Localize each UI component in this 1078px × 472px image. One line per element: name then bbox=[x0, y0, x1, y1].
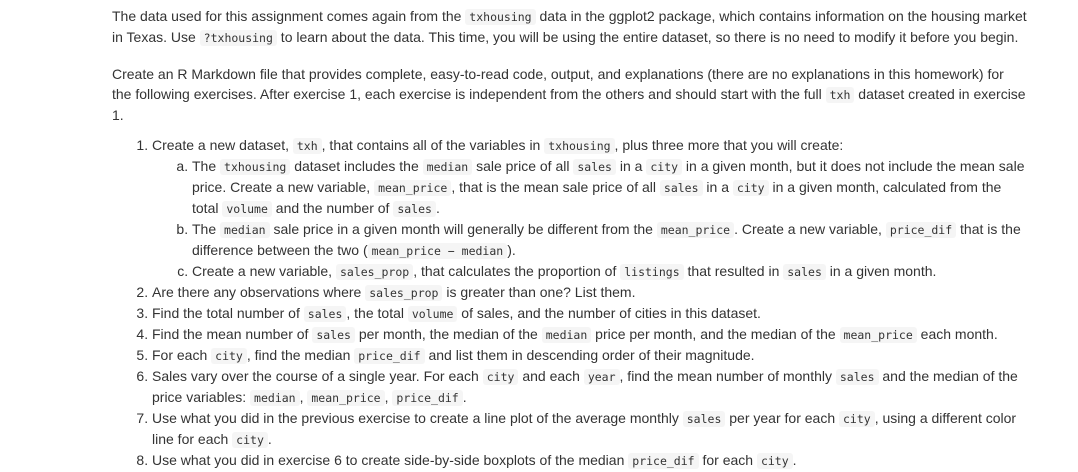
exercise-item-3: 3. Find the total number of sales , the total volume of sales, and the number of cities in this dataset. bbox=[152, 303, 1027, 324]
exercise-item-8: 8. Use what you did in exercise 6 to create side-by-side boxplots of the median price_dif for each city . bbox=[152, 450, 1027, 471]
inline-code: sales bbox=[573, 159, 616, 175]
inline-code: mean_price bbox=[307, 390, 384, 406]
inline-code: sales bbox=[660, 180, 703, 196]
exercise-1-sublist bbox=[152, 156, 1027, 282]
inline-code: sales_prop bbox=[365, 285, 442, 301]
exercise-subitem-b: b. The median sale price in a given month will generally be different from the mean_price . Create a new variable, price_dif that is the difference between the two ( mean_price − median ). bbox=[192, 219, 1027, 261]
inline-code: sales bbox=[683, 411, 726, 427]
inline-code: txhousing bbox=[465, 9, 535, 25]
inline-code: median bbox=[423, 159, 473, 175]
inline-code: volume bbox=[408, 306, 458, 322]
inline-code: mean_price bbox=[374, 180, 451, 196]
exercise-item-7: 7. Use what you did in the previous exercise to create a line plot of the average monthly sales per year for each city , using a different color line for each city . bbox=[152, 408, 1027, 450]
inline-code: sales bbox=[393, 201, 436, 217]
assignment-document bbox=[112, 6, 1027, 471]
inline-code: sales bbox=[836, 369, 879, 385]
inline-code: txh bbox=[293, 138, 322, 154]
inline-code: sales bbox=[304, 306, 347, 322]
inline-code: price_dif bbox=[392, 390, 462, 406]
inline-code: ?txhousing bbox=[200, 30, 277, 46]
exercise-subitem-a: a. The txhousing dataset includes the median sale price of all sales in a city in a given month, but it does not include the mean sale price. Create a new variable, mean_price , that is the mean sale price of all sales in a city in a given month, calculated from the total volume and the number of sales . bbox=[192, 156, 1027, 219]
inline-code: city bbox=[733, 180, 769, 196]
inline-code: listings bbox=[620, 264, 683, 280]
inline-code: mean_price bbox=[840, 327, 917, 343]
inline-code: price_dif bbox=[354, 348, 424, 364]
exercise-item-4: 4. Find the mean number of sales per month, the median of the median price per month, and the median of the mean_price each month. bbox=[152, 324, 1027, 345]
exercise-text: Create a new dataset, txh , that contains all of the variables in txhousing , plus three more that you will create: bbox=[152, 137, 844, 153]
inline-code: year bbox=[584, 369, 620, 385]
inline-code: sales bbox=[783, 264, 826, 280]
inline-code: price_dif bbox=[886, 222, 956, 238]
inline-code: median bbox=[542, 327, 592, 343]
exercise-item-6: 6. Sales vary over the course of a single year. For each city and each year , find the mean number of monthly sales and the median of the price variables: median , mean_price , price_dif . bbox=[152, 366, 1027, 408]
inline-code: txhousing bbox=[544, 138, 614, 154]
intro-paragraph-instructions: Create an R Markdown file that provides complete, easy-to-read code, output, and explanations (there are no explanations in this homework) for the following exercises. After exercise 1, each exercise is independent from the others and should start with the full txh dataset created in exercise 1. bbox=[112, 66, 1026, 123]
inline-code: price_dif bbox=[628, 453, 698, 469]
inline-code: mean_price − median bbox=[368, 243, 508, 259]
inline-code: volume bbox=[222, 201, 272, 217]
inline-code: city bbox=[211, 348, 247, 364]
exercise-subitem-c: c. Create a new variable, sales_prop , that calculates the proportion of listings that resulted in sales in a given month. bbox=[192, 261, 1027, 282]
inline-code: txhousing bbox=[220, 159, 290, 175]
inline-code: city bbox=[757, 453, 793, 469]
inline-code: city bbox=[646, 159, 682, 175]
inline-code: sales_prop bbox=[336, 264, 413, 280]
inline-code: sales bbox=[312, 327, 355, 343]
inline-code: median bbox=[220, 222, 270, 238]
exercise-item-2: 2. Are there any observations where sales_prop is greater than one? List them. bbox=[152, 282, 1027, 303]
inline-code: txh bbox=[826, 87, 855, 103]
inline-code: city bbox=[839, 411, 875, 427]
exercise-item-1 bbox=[152, 135, 1027, 282]
intro-paragraph-data: The data used for this assignment comes again from the txhousing data in the ggplot2 package, which contains information on the housing market in Texas. Use ?txhousing to learn about the data. This time, you will be using the entire dataset, so there is no need to modify it before you begin. bbox=[112, 8, 1027, 45]
inline-code: median bbox=[250, 390, 300, 406]
inline-code: mean_price bbox=[657, 222, 734, 238]
inline-code: city bbox=[483, 369, 519, 385]
inline-code: city bbox=[232, 432, 268, 448]
exercise-list bbox=[112, 135, 1027, 471]
exercise-item-5: 5. For each city , find the median price_dif and list them in descending order of their magnitude. bbox=[152, 345, 1027, 366]
